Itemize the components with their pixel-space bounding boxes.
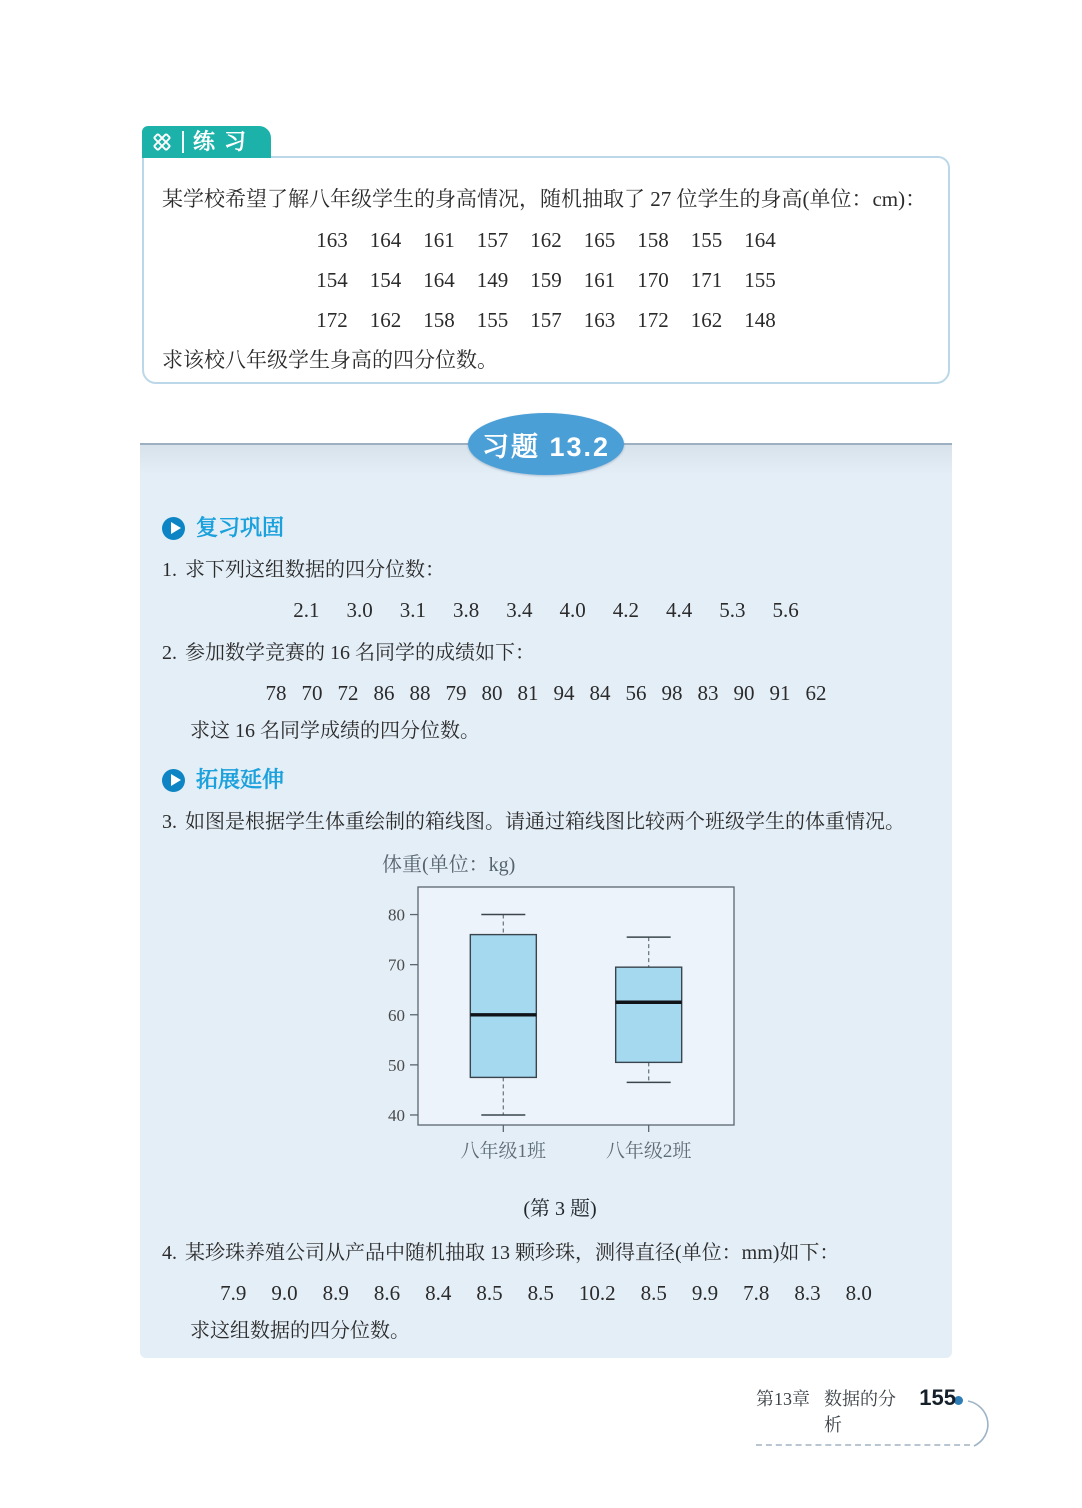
data-value: 154 xyxy=(316,268,348,292)
boxplot-svg xyxy=(374,881,738,1183)
data-value: 164 xyxy=(369,228,402,252)
practice-box xyxy=(142,156,950,384)
data-value: 79 xyxy=(445,681,467,705)
data-value: 161 xyxy=(423,228,455,252)
chart-title: 体重(单位：kg) xyxy=(382,854,516,876)
data-value: 5.6 xyxy=(772,598,799,622)
data-value: 8.3 xyxy=(794,1281,821,1305)
problem-number: 3. xyxy=(162,811,177,833)
data-value: 9.0 xyxy=(271,1281,298,1305)
data-value: 4.0 xyxy=(559,598,586,622)
problem-text: 某珍珠养殖公司从产品中随机抽取 13 颗珍珠，测得直径(单位：mm)如下： xyxy=(185,1242,840,1264)
data-value: 3.1 xyxy=(399,598,426,622)
data-value: 80 xyxy=(481,681,503,705)
exercise-badge: 习题 13.2 xyxy=(468,413,624,475)
data-value: 8.5 xyxy=(476,1281,503,1305)
plot-area xyxy=(418,887,734,1125)
data-value: 148 xyxy=(744,308,776,332)
data-value: 2.1 xyxy=(293,598,320,622)
data-value: 7.8 xyxy=(743,1281,770,1305)
data-value: 158 xyxy=(423,308,455,332)
data-value: 86 xyxy=(373,681,395,705)
play-icon xyxy=(162,517,185,540)
data-value: 3.8 xyxy=(453,598,480,622)
height-data-row-2 xyxy=(162,266,930,294)
footer-text xyxy=(756,1385,970,1446)
review-heading xyxy=(162,515,930,541)
practice-tab xyxy=(142,126,271,158)
data-value: 170 xyxy=(637,268,669,292)
data-value: 7.9 xyxy=(220,1281,247,1305)
problem-2-data-row xyxy=(162,679,930,707)
data-value: 91 xyxy=(769,681,791,705)
data-value: 159 xyxy=(530,268,562,292)
problem-1 xyxy=(162,556,930,584)
problem-4-followup: 求这组数据的四分位数。 xyxy=(190,1320,410,1342)
data-value: 171 xyxy=(690,268,723,292)
box xyxy=(616,967,682,1062)
data-value: 10.2 xyxy=(578,1281,616,1305)
data-value: 94 xyxy=(553,681,575,705)
data-value: 172 xyxy=(637,308,669,332)
data-value: 157 xyxy=(476,228,509,252)
data-value: 155 xyxy=(476,308,509,332)
problem-number: 1. xyxy=(162,559,177,581)
data-value: 5.3 xyxy=(719,598,746,622)
footer-section-title: 数据的分析 xyxy=(824,1389,896,1435)
exercise-section xyxy=(140,431,952,1358)
problem-text: 如图是根据学生体重绘制的箱线图。请通过箱线图比较两个班级学生的体重情况。 xyxy=(185,811,905,833)
data-value: 78 xyxy=(265,681,287,705)
problem-4-data-row xyxy=(162,1279,930,1307)
data-value: 98 xyxy=(661,681,683,705)
problem-number: 4. xyxy=(162,1242,177,1264)
chart-caption: (第 3 题) xyxy=(523,1198,597,1220)
data-value: 84 xyxy=(589,681,611,705)
data-value: 8.4 xyxy=(425,1281,452,1305)
data-value: 56 xyxy=(625,681,647,705)
data-value: 9.9 xyxy=(691,1281,719,1305)
box xyxy=(470,935,536,1078)
category-label: 八年级2班 xyxy=(605,1141,692,1162)
data-value: 3.4 xyxy=(506,598,533,622)
data-value: 163 xyxy=(583,308,616,332)
data-value: 8.5 xyxy=(640,1281,667,1305)
y-tick-label: 70 xyxy=(388,955,405,975)
y-tick-label: 60 xyxy=(388,1005,405,1025)
extension-heading-label: 拓展延伸 xyxy=(196,767,285,792)
data-value: 4.2 xyxy=(612,598,639,622)
data-value: 149 xyxy=(476,268,509,292)
problem-2-followup: 求这 16 名同学成绩的四分位数。 xyxy=(190,720,480,742)
y-tick-label: 50 xyxy=(388,1055,405,1075)
data-value: 154 xyxy=(369,268,402,292)
footer-chapter: 第13章 xyxy=(756,1389,810,1409)
data-value: 155 xyxy=(690,228,723,252)
footer-page-number: 155 xyxy=(919,1385,956,1410)
data-value: 8.0 xyxy=(845,1281,872,1305)
y-tick-label: 80 xyxy=(388,905,405,925)
problem-2 xyxy=(162,639,930,667)
data-value: 158 xyxy=(637,228,669,252)
data-value: 164 xyxy=(744,228,776,252)
data-value: 164 xyxy=(423,268,455,292)
practice-tab-label: 练习 xyxy=(193,129,256,154)
data-value: 8.9 xyxy=(322,1281,349,1305)
weight-boxplot-chart xyxy=(374,848,746,1221)
problem-text: 求下列这组数据的四分位数： xyxy=(185,559,445,581)
extension-heading xyxy=(162,767,930,793)
data-value: 88 xyxy=(409,681,431,705)
data-value: 4.4 xyxy=(666,598,693,622)
height-data-row-1 xyxy=(162,226,930,254)
data-value: 165 xyxy=(583,228,616,252)
data-value: 83 xyxy=(697,681,719,705)
y-tick-label: 40 xyxy=(388,1105,405,1125)
ruler-pencil-icon xyxy=(151,131,173,153)
data-value: 155 xyxy=(744,268,776,292)
problem-text: 参加数学竞赛的 16 名同学的成绩如下： xyxy=(185,642,535,664)
data-value: 70 xyxy=(301,681,323,705)
practice-intro: 某学校希望了解八年级学生的身高情况，随机抽取了 27 位学生的身高(单位：cm)： xyxy=(162,187,927,211)
data-value: 162 xyxy=(690,308,723,332)
data-value: 62 xyxy=(805,681,827,705)
footer xyxy=(756,1385,1002,1452)
practice-question: 求该校八年级学生身高的四分位数。 xyxy=(162,348,498,372)
data-value: 162 xyxy=(530,228,562,252)
tab-divider xyxy=(182,131,184,153)
data-value: 8.5 xyxy=(527,1281,554,1305)
review-heading-label: 复习巩固 xyxy=(196,515,285,540)
data-value: 163 xyxy=(316,228,348,252)
data-value: 157 xyxy=(530,308,562,332)
problem-4 xyxy=(162,1239,930,1267)
data-value: 8.6 xyxy=(373,1281,401,1305)
height-data-row-3 xyxy=(162,306,930,334)
data-value: 161 xyxy=(583,268,616,292)
data-value: 172 xyxy=(316,308,348,332)
data-value: 81 xyxy=(517,681,539,705)
problem-number: 2. xyxy=(162,642,177,664)
play-icon xyxy=(162,769,185,792)
problem-3 xyxy=(162,808,930,836)
problem-1-data-row xyxy=(162,596,930,624)
data-value: 72 xyxy=(337,681,359,705)
data-value: 90 xyxy=(733,681,755,705)
data-value: 3.0 xyxy=(346,598,373,622)
category-label: 八年级1班 xyxy=(460,1141,547,1162)
data-value: 162 xyxy=(369,308,402,332)
